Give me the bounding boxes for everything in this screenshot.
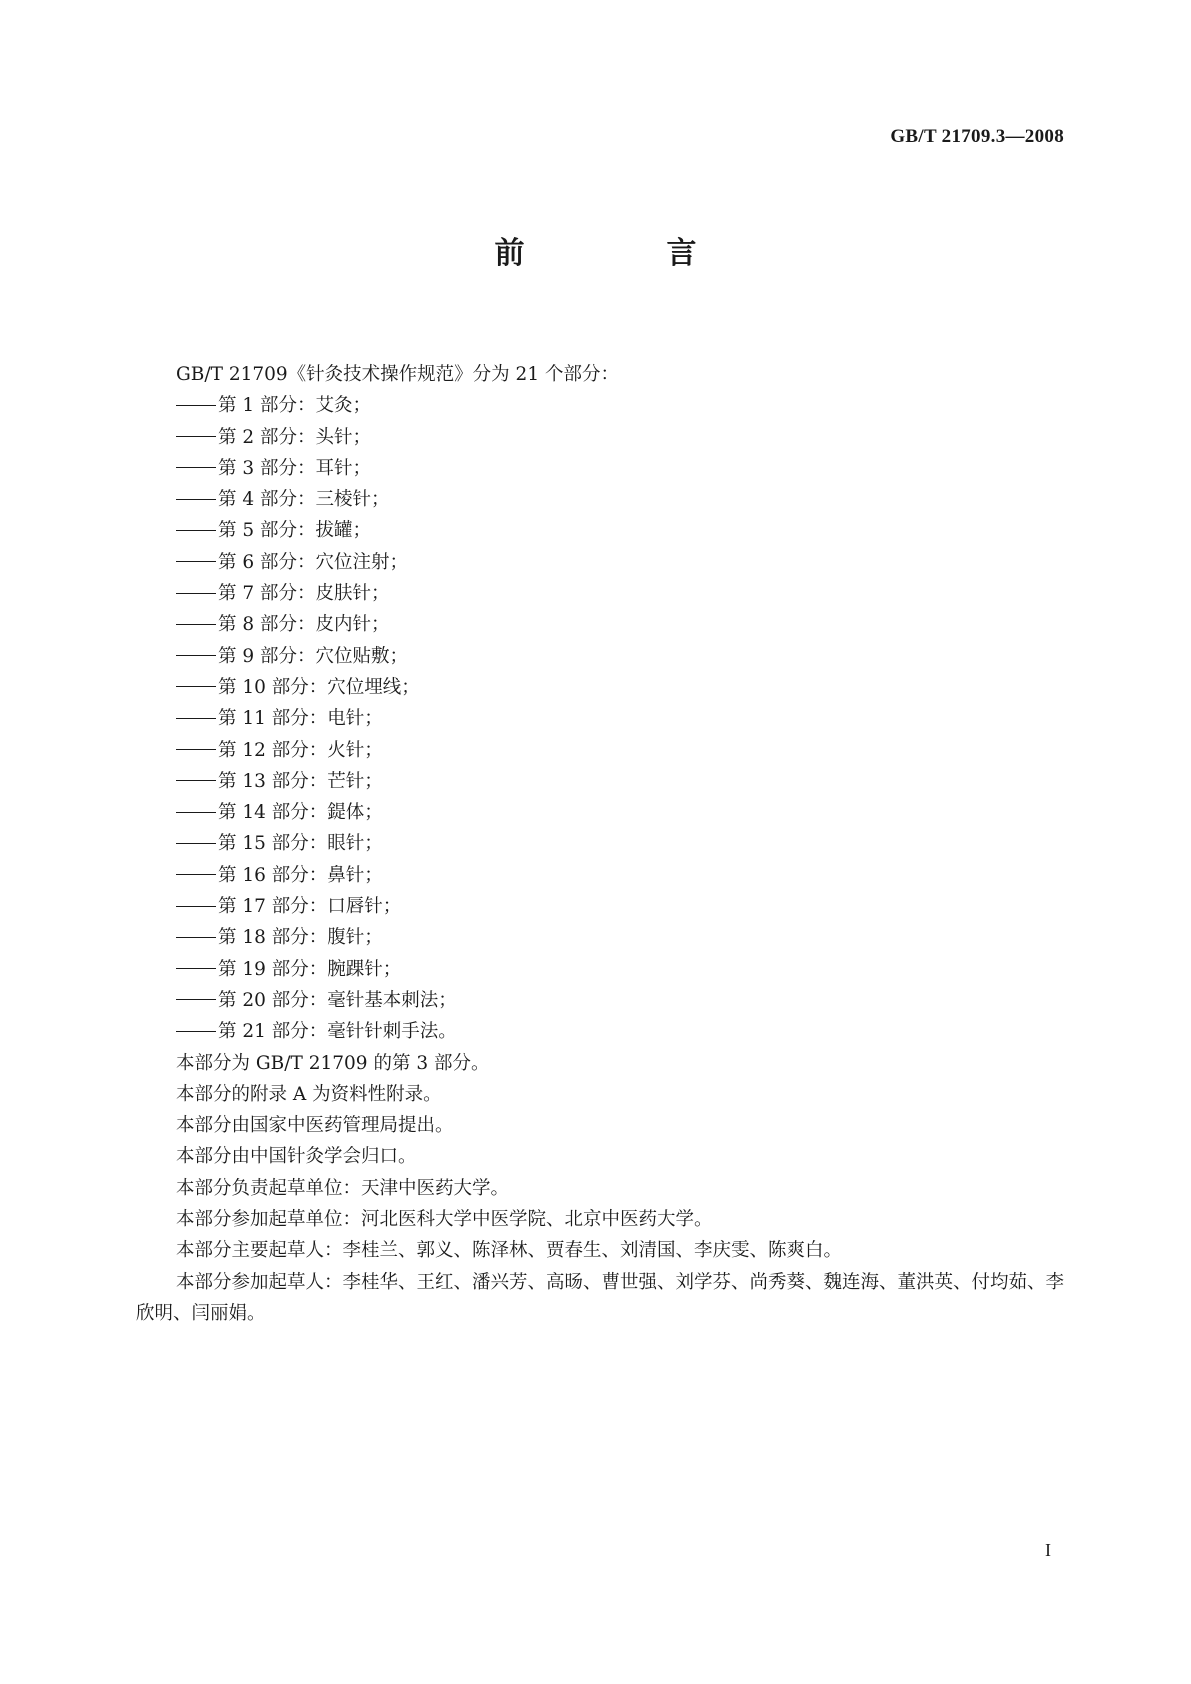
statement-paragraph: 本部分由国家中医药管理局提出。 — [176, 1115, 454, 1137]
em-dash — [176, 593, 216, 594]
part-list-item: 第 16 部分：鼻针； — [136, 860, 1071, 891]
part-list-item: 第 18 部分：腹针； — [136, 922, 1071, 953]
standard-code: GB/T 21709.3—2008 — [890, 126, 1064, 147]
em-dash — [176, 530, 216, 531]
em-dash — [176, 561, 216, 562]
part-list-item: 第 1 部分：艾灸； — [136, 390, 1071, 421]
intro-paragraph: GB/T 21709《针灸技术操作规范》分为 21 个部分： — [176, 364, 619, 385]
part-list-item: 第 15 部分：眼针； — [136, 828, 1071, 859]
part-list-item: 第 21 部分：毫针针刺手法。 — [136, 1016, 1071, 1047]
part-list-item: 第 5 部分：拔罐； — [136, 515, 1071, 546]
em-dash — [176, 467, 216, 468]
em-dash — [176, 812, 216, 813]
part-list-item: 第 14 部分：鍉体； — [136, 797, 1071, 828]
part-list-item: 第 6 部分：穴位注射； — [136, 547, 1071, 578]
em-dash — [176, 405, 216, 406]
part-list-item: 第 3 部分：耳针； — [136, 453, 1071, 484]
statement-paragraph: 本部分负责起草单位：天津中医药大学。 — [176, 1177, 510, 1199]
statement-paragraph: 本部分参加起草人：李桂华、王红、潘兴芳、高旸、曹世强、刘学芬、尚秀葵、魏连海、董洪英、付均茹、李欣明、闫丽娟。 — [136, 1271, 1065, 1324]
em-dash — [176, 436, 216, 437]
part-list-item: 第 8 部分：皮内针； — [136, 609, 1071, 640]
page-title: 前 言 — [494, 236, 753, 271]
statement-paragraph: 本部分由中国针灸学会归口。 — [176, 1146, 417, 1168]
statement-paragraph: 本部分参加起草单位：河北医科大学中医学院、北京中医药大学。 — [176, 1209, 713, 1231]
em-dash — [176, 749, 216, 750]
em-dash — [176, 1031, 216, 1032]
part-list-item: 第 17 部分：口唇针； — [136, 891, 1071, 922]
part-list-item: 第 2 部分：头针； — [136, 422, 1071, 453]
em-dash — [176, 718, 216, 719]
em-dash — [176, 906, 216, 907]
em-dash — [176, 499, 216, 500]
em-dash — [176, 686, 216, 687]
page-number: I — [1045, 1540, 1051, 1560]
statement-paragraph: 本部分为 GB/T 21709 的第 3 部分。 — [176, 1052, 490, 1074]
em-dash — [176, 937, 216, 938]
em-dash — [176, 655, 216, 656]
part-list-item: 第 9 部分：穴位贴敷； — [136, 641, 1071, 672]
statement-paragraph: 本部分的附录 A 为资料性附录。 — [176, 1083, 442, 1105]
part-list-item: 第 4 部分：三棱针； — [136, 484, 1071, 515]
part-list-item: 第 11 部分：电针； — [136, 703, 1071, 734]
em-dash — [176, 780, 216, 781]
em-dash — [176, 624, 216, 625]
part-list-item: 第 13 部分：芒针； — [136, 766, 1071, 797]
part-list-item: 第 10 部分：穴位埋线； — [136, 672, 1071, 703]
statement-paragraph: 本部分主要起草人：李桂兰、郭义、陈泽林、贾春生、刘清国、李庆雯、陈爽白。 — [176, 1240, 843, 1262]
em-dash — [176, 874, 216, 875]
part-list-item: 第 19 部分：腕踝针； — [136, 954, 1071, 985]
part-list-item: 第 20 部分：毫针基本刺法； — [136, 985, 1071, 1016]
em-dash — [176, 843, 216, 844]
em-dash — [176, 999, 216, 1000]
foreword-body — [136, 359, 1071, 1329]
part-list-item: 第 7 部分：皮肤针； — [136, 578, 1071, 609]
em-dash — [176, 968, 216, 969]
part-list-item: 第 12 部分：火针； — [136, 735, 1071, 766]
